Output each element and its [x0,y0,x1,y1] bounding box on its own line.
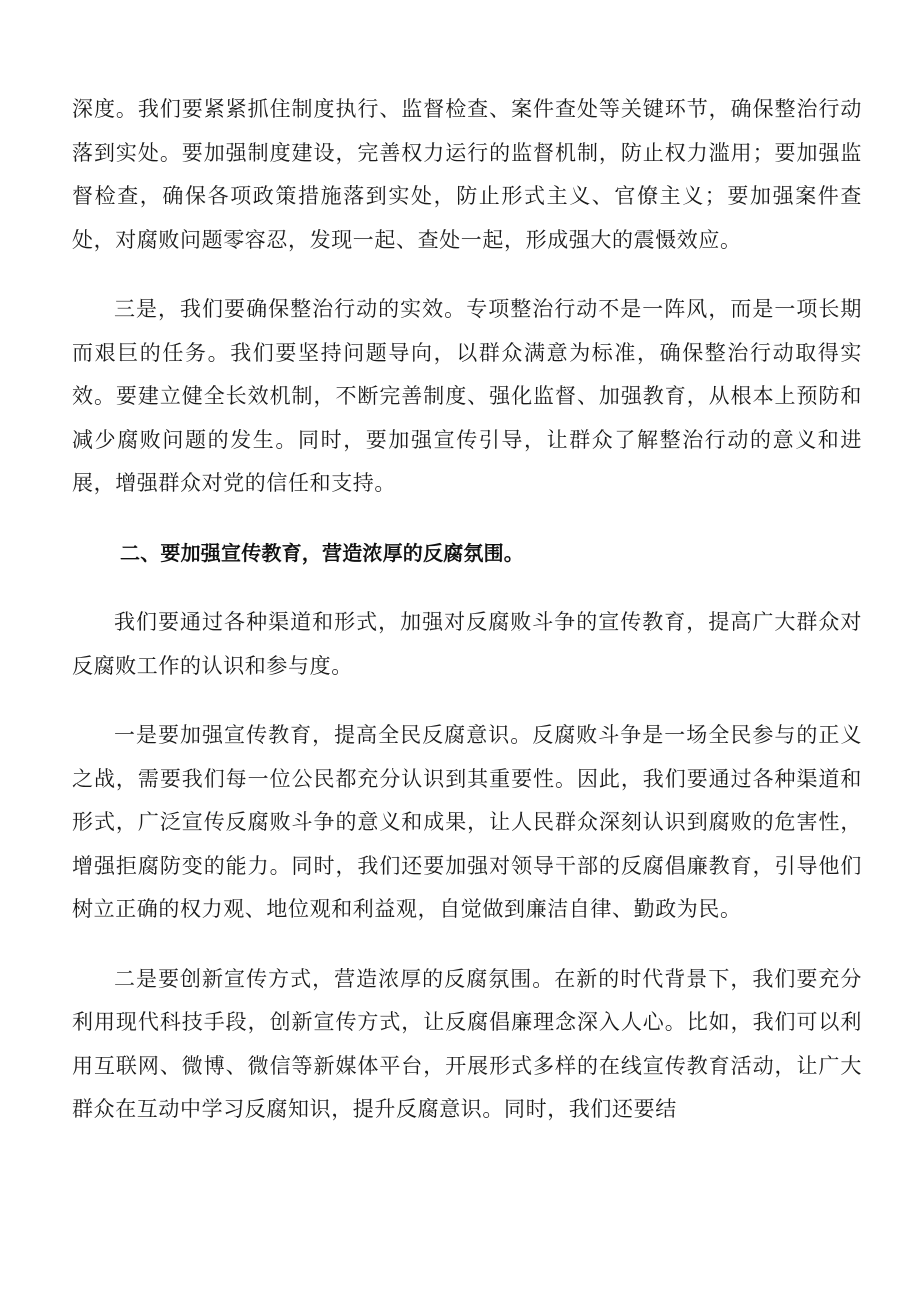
paragraph-point-three: 三是，我们要确保整治行动的实效。专项整治行动不是一阵风，而是一项长期而艰巨的任务。我们要坚持问题导向，以群众满意为标准，确保整治行动取得实效。要建立健全长效机制，不断完善制度、强化监督、加强教育，从根本上预防和减少腐败问题的发生。同时，要加强宣传引导，让群众了解整治行动的意义和进展，增强群众对党的信任和支持。 [72,297,862,495]
paragraph-continuation: 深度。我们要紧紧抓住制度执行、监督检查、案件查处等关键环节，确保整治行动落到实处。要加强制度建设，完善权力运行的监督机制，防止权力滥用；要加强监督检查，确保各项政策措施落到实处，防止形式主义、官僚主义；要加强案件查处，对腐败问题零容忍，发现一起、查处一起，形成强大的震慑效应。 [72,97,862,252]
section-heading-two: 二、要加强宣传教育，营造浓厚的反腐氛围。 [120,540,524,565]
paragraph-section-intro: 我们要通过各种渠道和形式，加强对反腐败斗争的宣传教育，提高广大群众对反腐败工作的认识和参与度。 [72,610,862,678]
document-body [72,88,862,1158]
paragraph-point-one: 一是要加强宣传教育，提高全民反腐意识。反腐败斗争是一场全民参与的正义之战，需要我们每一位公民都充分认识到其重要性。因此，我们要通过各种渠道和形式，广泛宣传反腐败斗争的意义和成果，让人民群众深刻认识到腐败的危害性，增强拒腐防变的能力。同时，我们还要加强对领导干部的反腐倡廉教育，引导他们树立正确的权力观、地位观和利益观，自觉做到廉洁自律、勤政为民。 [72,723,862,921]
paragraph-point-two: 二是要创新宣传方式，营造浓厚的反腐氛围。在新的时代背景下，我们要充分利用现代科技手段，创新宣传方式，让反腐倡廉理念深入人心。比如，我们可以利用互联网、微博、微信等新媒体平台，开展形式多样的在线宣传教育活动，让广大群众在互动中学习反腐知识，提升反腐意识。同时，我们还要结 [72,966,862,1121]
